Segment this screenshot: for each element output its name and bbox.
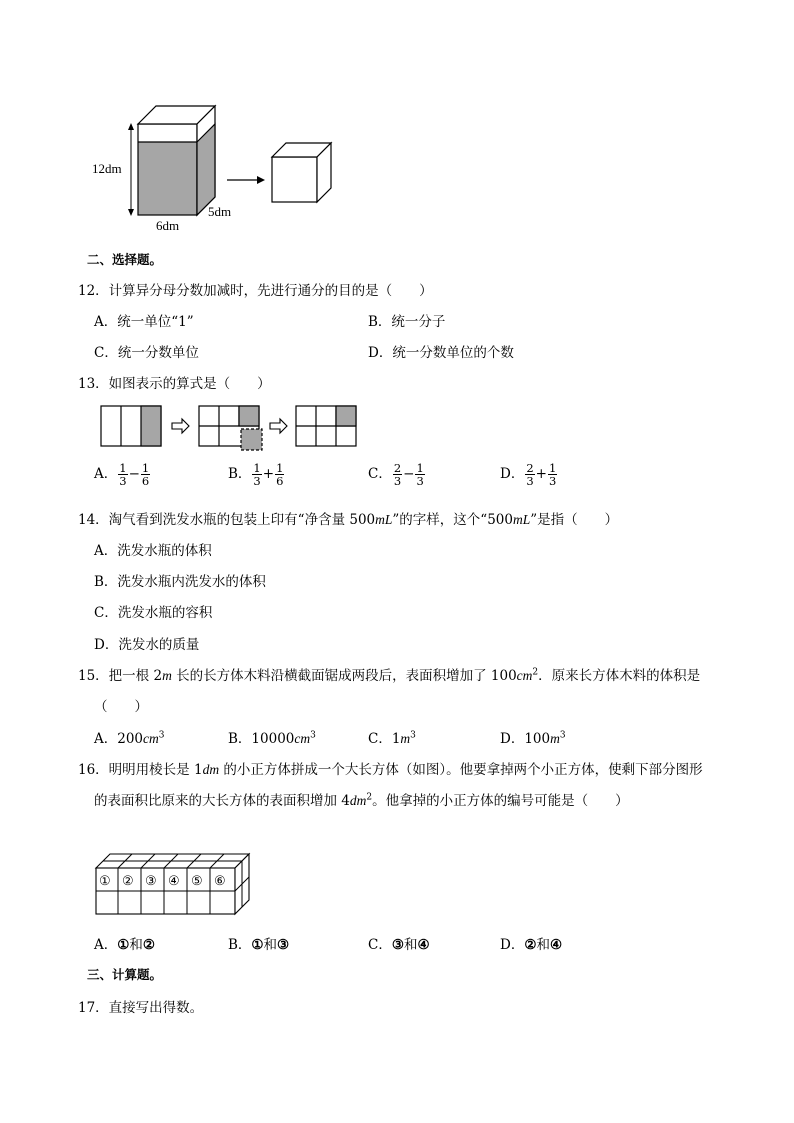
cube-label-4: ④ bbox=[168, 873, 180, 888]
q16-stem-line2: 的表面积比原来的大长方体的表面积增加 $4dm^2$。他拿掉的小正方体的编号可能是（ ） bbox=[94, 792, 629, 809]
q15-option-b[interactable]: B．$10000cm^3$ bbox=[228, 730, 316, 747]
section-title-choice: 二、选择题。 bbox=[87, 252, 163, 267]
q12-option-c[interactable]: C．统一分数单位 bbox=[94, 345, 199, 361]
cube-label-3: ③ bbox=[145, 873, 157, 888]
q14-option-c[interactable]: C．洗发水瓶的容积 bbox=[94, 605, 213, 621]
q14-stem: 14．淘气看到洗发水瓶的包装上印有“净含量 500mL”的字样，这个“500mL”是指（ ） bbox=[78, 512, 619, 528]
cube-label-5: ⑤ bbox=[191, 873, 203, 888]
q12-option-a[interactable]: A．统一单位“1” bbox=[94, 314, 194, 330]
q13-option-d[interactable]: D． $\frac{2}{3}$ + $\frac{1}{3}$ bbox=[500, 461, 557, 488]
section-title-calc: 三、计算题。 bbox=[87, 967, 163, 982]
arrow-icon bbox=[270, 419, 287, 433]
cube-front bbox=[272, 157, 317, 202]
q16-option-a[interactable]: A．①和② bbox=[94, 937, 155, 953]
q14-option-a[interactable]: A．洗发水瓶的体积 bbox=[94, 543, 212, 559]
q13-option-b[interactable]: B． $\frac{1}{3}$ + $\frac{1}{6}$ bbox=[228, 461, 284, 488]
q12-option-d[interactable]: D．统一分数单位的个数 bbox=[368, 345, 514, 361]
water-fill bbox=[138, 142, 197, 215]
q14-option-b[interactable]: B．洗发水瓶内洗发水的体积 bbox=[94, 574, 266, 590]
q15-option-d[interactable]: D．$100m^3$ bbox=[500, 730, 566, 747]
q16-stem: 16．明明用棱长是 1dm 的小正方体拼成一个大长方体（如图）。他要拿掉两个小正方体，使剩下部分图形 bbox=[78, 762, 703, 778]
q13-option-a[interactable]: A． $\frac{1}{3}$ − $\frac{1}{6}$ bbox=[94, 461, 150, 488]
cube-label-2: ② bbox=[122, 873, 134, 888]
cube-label-6: ⑥ bbox=[214, 873, 226, 888]
cube-label-1: ① bbox=[99, 873, 111, 888]
q15-stem: 15．把一根 2m 长的长方体木料沿横截面锯成两段后，表面积增加了 $100cm^2$．原来长方体木料的体积是 bbox=[78, 667, 701, 684]
q17-stem: 17．直接写出得数。 bbox=[78, 1000, 204, 1016]
width-label: 6dm bbox=[156, 218, 180, 233]
q14-option-d[interactable]: D．洗发水的质量 bbox=[94, 637, 200, 653]
height-label: 12dm bbox=[92, 161, 122, 176]
q13-option-c[interactable]: C． $\frac{2}{3}$ − $\frac{1}{3}$ bbox=[368, 461, 424, 488]
depth-label: 5dm bbox=[208, 204, 232, 219]
q12-stem: 12．计算异分母分数加减时，先进行通分的目的是（ ） bbox=[78, 283, 433, 299]
q16-option-c[interactable]: C．③和④ bbox=[368, 937, 430, 953]
q15-stem-line2: （ ） bbox=[94, 699, 148, 715]
cuboid-figure bbox=[92, 850, 254, 920]
q16-option-b[interactable]: B．①和③ bbox=[228, 937, 290, 953]
q16-option-d[interactable]: D．②和④ bbox=[500, 937, 563, 953]
tank-figure bbox=[92, 96, 350, 236]
q12-option-b[interactable]: B．统一分子 bbox=[368, 314, 446, 330]
q13-stem: 13．如图表示的算式是（ ） bbox=[78, 376, 271, 392]
q15-option-a[interactable]: A．$200cm^3$ bbox=[94, 730, 165, 747]
arrow-icon bbox=[172, 419, 189, 433]
fraction-diagram bbox=[98, 403, 360, 453]
q15-option-c[interactable]: C．$1m^3$ bbox=[368, 730, 416, 747]
